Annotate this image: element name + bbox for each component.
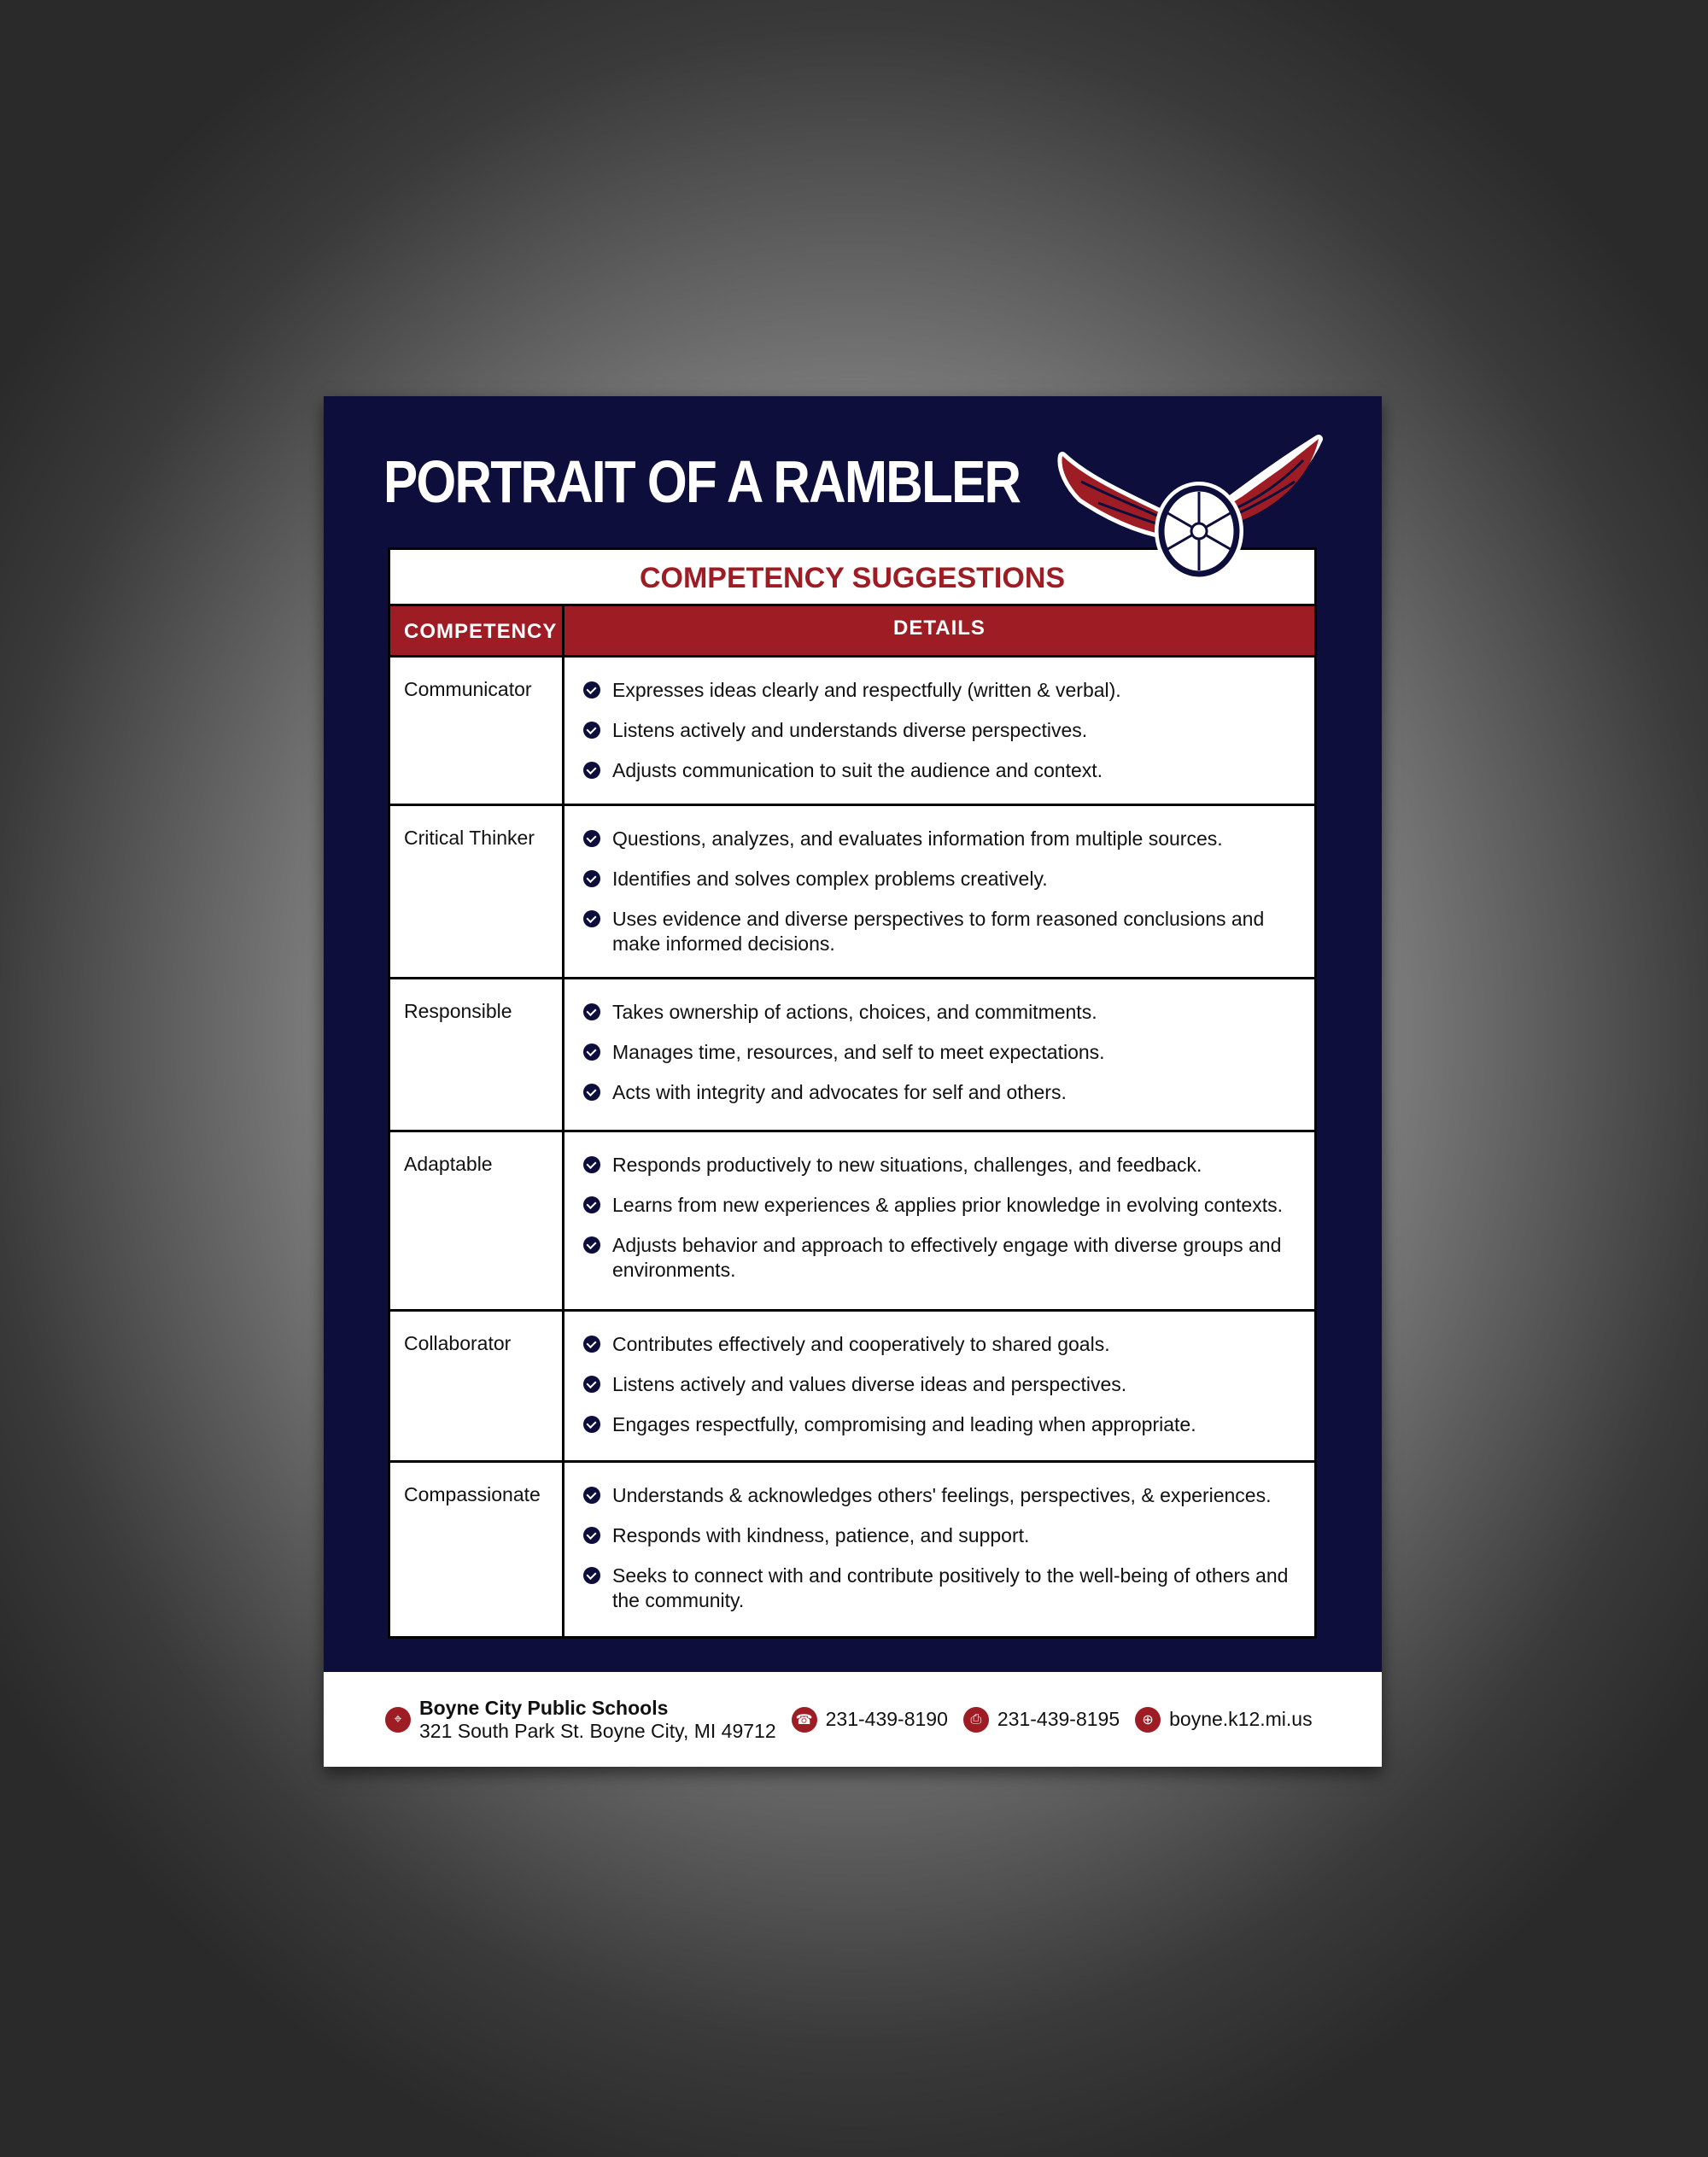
check-circle-icon: [583, 1043, 600, 1061]
list-item: [583, 758, 1297, 783]
details-list: [564, 1132, 1314, 1309]
details-list: [564, 1463, 1314, 1636]
list-item: [583, 1233, 1297, 1283]
competency-name: Collaborator: [390, 1312, 564, 1460]
detail-text: Acts with integrity and advocates for self and others.: [612, 1081, 1067, 1103]
address-block: [385, 1697, 776, 1743]
check-circle-icon: [583, 1196, 600, 1213]
header-competency: COMPETENCY: [390, 606, 564, 655]
check-circle-icon: [583, 1376, 600, 1393]
list-item: [583, 718, 1297, 743]
detail-text: Manages time, resources, and self to meet expectations.: [612, 1041, 1105, 1063]
check-circle-icon: [583, 1487, 600, 1504]
list-item: [583, 1153, 1297, 1178]
competency-name: Adaptable: [390, 1132, 564, 1309]
table-row: [390, 1463, 1314, 1636]
check-circle-icon: [583, 870, 600, 887]
table-row: [390, 979, 1314, 1132]
check-circle-icon: [583, 1156, 600, 1173]
list-item: [583, 1332, 1297, 1357]
list-item: [583, 678, 1297, 703]
table-row: [390, 1312, 1314, 1463]
list-item: [583, 1372, 1297, 1397]
detail-text: Responds productively to new situations, challenges, and feedback.: [612, 1154, 1202, 1176]
list-item: [583, 1564, 1297, 1613]
detail-text: Takes ownership of actions, choices, and commitments.: [612, 1001, 1097, 1023]
check-circle-icon: [583, 1236, 600, 1254]
details-list: [564, 1312, 1314, 1460]
detail-text: Questions, analyzes, and evaluates information from multiple sources.: [612, 827, 1223, 850]
detail-text: Listens actively and values diverse ideas and perspectives.: [612, 1373, 1127, 1395]
flyer: [324, 396, 1382, 1767]
website-link[interactable]: boyne.k12.mi.us: [1169, 1708, 1313, 1730]
detail-text: Listens actively and understands diverse perspectives.: [612, 719, 1088, 741]
competency-name: Communicator: [390, 658, 564, 804]
winged-wheel-logo: [1056, 430, 1325, 581]
phone-icon: ☎: [792, 1707, 817, 1733]
table-row: [390, 1132, 1314, 1312]
competency-table: [388, 547, 1317, 1639]
list-item: [583, 1483, 1297, 1508]
check-circle-icon: [583, 722, 600, 739]
detail-text: Engages respectfully, compromising and leading when appropriate.: [612, 1413, 1196, 1435]
location-pin-icon: ⌖: [385, 1707, 411, 1733]
page-title: PORTRAIT OF A RAMBLER: [383, 448, 1021, 515]
header-details: DETAILS: [893, 617, 986, 640]
table-header: [390, 606, 1314, 658]
list-item: [583, 1412, 1297, 1437]
fax-icon: ⎙: [963, 1707, 989, 1733]
check-circle-icon: [583, 762, 600, 779]
details-list: [564, 806, 1314, 977]
check-circle-icon: [583, 1416, 600, 1433]
check-circle-icon: [583, 1567, 600, 1584]
list-item: [583, 1523, 1297, 1548]
competency-name: Responsible: [390, 979, 564, 1130]
list-item: [583, 1193, 1297, 1218]
detail-text: Adjusts communication to suit the audience and context.: [612, 759, 1103, 781]
table-caption: COMPETENCY SUGGESTIONS: [390, 550, 1314, 606]
detail-text: Understands & acknowledges others' feelings, perspectives, & experiences.: [612, 1484, 1272, 1506]
check-circle-icon: [583, 1527, 600, 1544]
competency-name: Compassionate: [390, 1463, 564, 1636]
org-name: Boyne City Public Schools: [419, 1696, 669, 1719]
fax-number: 231-439-8195: [997, 1708, 1120, 1730]
check-circle-icon: [583, 830, 600, 847]
detail-text: Uses evidence and diverse perspectives to form reasoned conclusions and make informed decisions.: [612, 908, 1265, 955]
list-item: [583, 827, 1297, 851]
check-circle-icon: [583, 1336, 600, 1353]
details-list: [564, 979, 1314, 1130]
check-circle-icon: [583, 1003, 600, 1020]
footer: [324, 1672, 1382, 1767]
table-row: [390, 806, 1314, 979]
list-item: [583, 867, 1297, 891]
detail-text: Adjusts behavior and approach to effectively engage with diverse groups and environments.: [612, 1234, 1282, 1281]
detail-text: Seeks to connect with and contribute positively to the well-being of others and the community.: [612, 1564, 1289, 1611]
address: 321 South Park St. Boyne City, MI 49712: [419, 1719, 776, 1742]
check-circle-icon: [583, 910, 600, 927]
list-item: [583, 907, 1297, 956]
phone-number: 231-439-8190: [825, 1708, 948, 1730]
check-circle-icon: [583, 681, 600, 699]
details-list: [564, 658, 1314, 804]
table-row: [390, 658, 1314, 806]
competency-name: Critical Thinker: [390, 806, 564, 977]
list-item: [583, 1080, 1297, 1105]
check-circle-icon: [583, 1084, 600, 1101]
detail-text: Responds with kindness, patience, and support.: [612, 1524, 1030, 1546]
detail-text: Learns from new experiences & applies prior knowledge in evolving contexts.: [612, 1194, 1283, 1216]
detail-text: Identifies and solves complex problems creatively.: [612, 868, 1048, 890]
detail-text: Expresses ideas clearly and respectfully (written & verbal).: [612, 679, 1121, 701]
list-item: [583, 1040, 1297, 1065]
list-item: [583, 1000, 1297, 1025]
globe-icon: ⊕: [1135, 1707, 1161, 1733]
detail-text: Contributes effectively and cooperatively to shared goals.: [612, 1333, 1110, 1355]
